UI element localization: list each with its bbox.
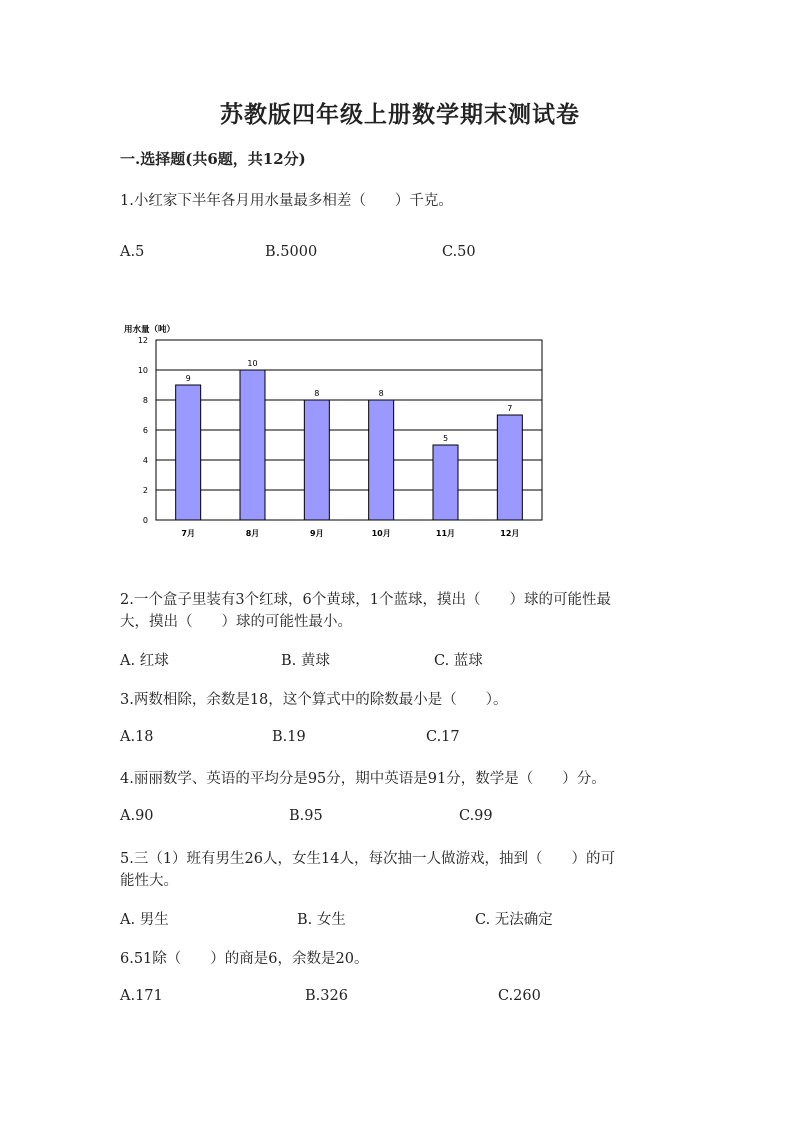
y-tick-label: 10 [137,366,148,375]
chart-bar [240,370,265,520]
q2-option-c[interactable]: C. 蓝球 [434,653,483,669]
q3-option-a[interactable]: A.18 [120,729,154,745]
question-3: 3.两数相除，余数是18，这个算式中的除数最小是（ ）。 [120,692,508,708]
page-title: 苏教版四年级上册数学期末测试卷 [220,101,580,128]
q1-option-a[interactable]: A.5 [120,244,145,260]
q3-option-b[interactable]: B.19 [272,729,306,745]
chart-bar [497,415,522,520]
question-1: 1.小红家下半年各月用水量最多相差（ ）千克。 [120,193,453,209]
question-4: 4.丽丽数学、英语的平均分是95分，期中英语是91分，数学是（ ）分。 [120,771,606,787]
question-6: 6.51除（ ）的商是6，余数是20。 [120,951,369,967]
y-tick-label: 12 [137,336,148,345]
q1-option-c[interactable]: C.50 [442,244,476,260]
chart-bar [304,400,329,520]
x-tick-label: 10月 [371,529,391,538]
bar-data-label: 5 [442,434,449,443]
q1-option-b[interactable]: B.5000 [265,244,318,260]
bar-data-label: 8 [378,389,384,398]
water-usage-bar-chart [118,318,548,548]
q6-option-a[interactable]: A.171 [120,988,163,1004]
y-tick-label: 2 [142,486,148,495]
q5-option-a[interactable]: A. 男生 [120,912,169,928]
x-tick-label: 11月 [435,529,456,538]
x-tick-label: 7月 [181,529,195,538]
bar-data-label: 8 [314,389,320,398]
x-tick-label: 8月 [245,529,260,538]
q6-option-b[interactable]: B.326 [305,988,348,1004]
bar-data-label: 10 [247,359,258,368]
y-tick-label: 0 [142,516,148,525]
chart-bar [176,385,201,520]
bar-data-label: 7 [507,404,513,413]
chart-bar [369,400,394,520]
x-tick-label: 9月 [310,529,324,538]
question-2-line-1: 2.一个盒子里装有3个红球，6个黄球，1个蓝球，摸出（ ）球的可能性最 [120,592,612,608]
y-tick-label: 4 [142,456,148,465]
chart-bar [433,445,458,520]
q6-option-c[interactable]: C.260 [498,988,541,1004]
q3-option-c[interactable]: C.17 [426,729,460,745]
question-5-line-2: 能性大。 [120,873,178,889]
q2-option-b[interactable]: B. 黄球 [281,653,330,669]
q4-option-c[interactable]: C.99 [459,808,493,824]
section-heading: 一.选择题(共6题，共12分) [120,150,306,168]
y-tick-label: 6 [142,426,148,435]
q4-option-b[interactable]: B.95 [289,808,323,824]
chart-y-axis-label: 用水量（吨） [124,325,176,335]
q5-option-b[interactable]: B. 女生 [297,912,346,928]
y-tick-label: 8 [142,396,148,405]
q5-option-c[interactable]: C. 无法确定 [475,912,553,928]
q2-option-a[interactable]: A. 红球 [120,653,169,669]
question-2-line-2: 大，摸出（ ）球的可能性最小。 [120,614,352,630]
q4-option-a[interactable]: A.90 [120,808,154,824]
question-5-line-1: 5.三（1）班有男生26人，女生14人，每次抽一人做游戏，抽到（ ）的可 [120,851,615,867]
bar-data-label: 9 [185,374,191,383]
x-tick-label: 12月 [500,529,520,538]
